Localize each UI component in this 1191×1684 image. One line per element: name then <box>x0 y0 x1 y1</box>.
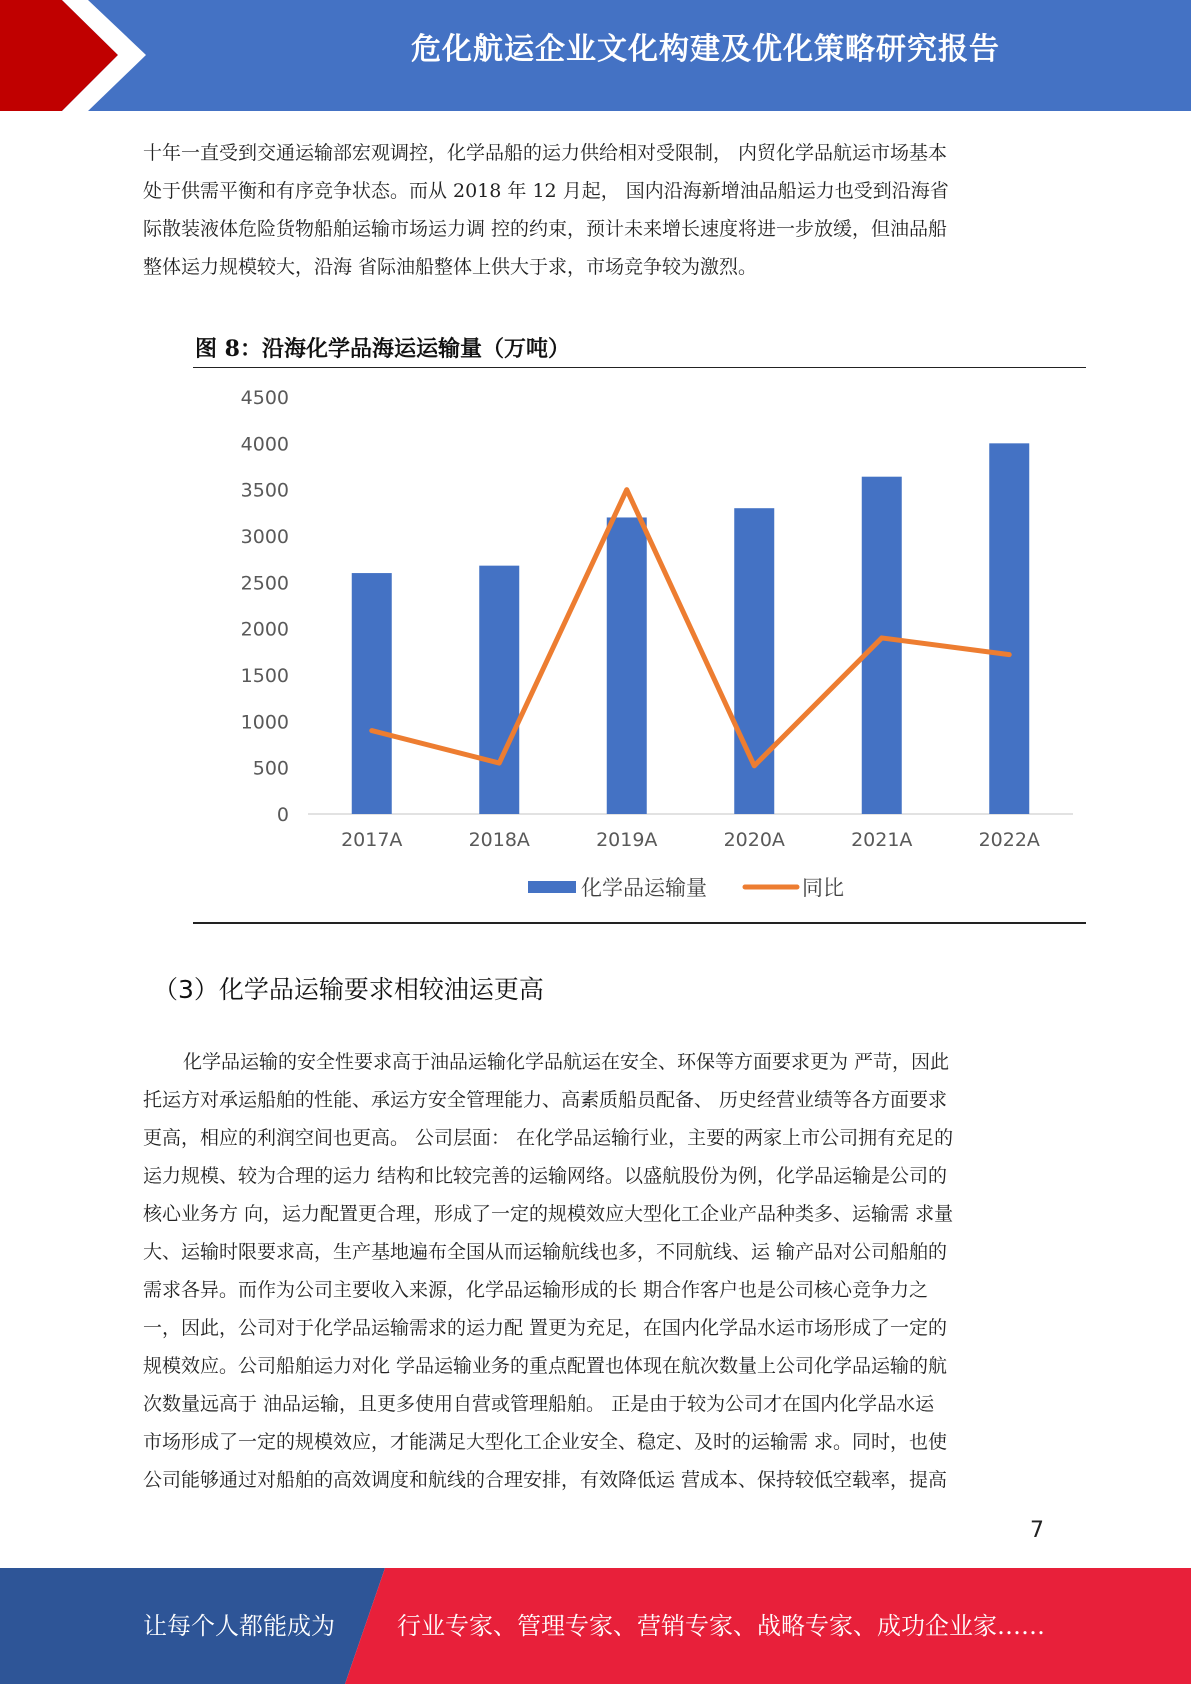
text-line: 际散装液体危险货物船舶运输市场运力调 控的约束，预计未来增长速度将进一步放缓，但油品船 <box>143 218 948 240</box>
text-line: 托运方对承运船舶的性能、承运方安全管理能力、高素质船员配备、 历史经营业绩等各方面要求 <box>143 1089 948 1111</box>
body-paragraph <box>143 1043 1048 1499</box>
text-line: 市场形成了一定的规模效应，才能满足大型化工企业安全、稳定、及时的运输需 求。同时，也使 <box>143 1431 948 1453</box>
x-tick-label: 2019A <box>596 829 658 851</box>
x-tick-label: 2018A <box>468 829 530 851</box>
page-header <box>0 0 1191 111</box>
bar-2017A <box>352 573 392 814</box>
text-line: 一，因此，公司对于化学品运输需求的运力配 置更为充足，在国内化学品水运市场形成了一定的 <box>143 1317 948 1339</box>
y-tick-label: 2000 <box>240 618 289 641</box>
bar-2021A <box>862 477 902 814</box>
y-tick-label: 4000 <box>240 433 289 456</box>
y-tick-label: 0 <box>276 804 289 826</box>
y-tick-label: 3500 <box>240 479 289 502</box>
bar-2018A <box>479 566 519 814</box>
legend-label-line: 同比 <box>802 876 844 900</box>
x-tick-label: 2021A <box>851 829 913 851</box>
y-tick-label: 3000 <box>240 526 289 548</box>
page-footer <box>0 1568 1191 1684</box>
legend-swatch-bar <box>528 881 576 893</box>
intro-paragraph <box>143 134 1048 286</box>
bar-2022A <box>989 443 1029 814</box>
y-tick-label: 500 <box>252 757 289 780</box>
text-line: 十年一直受到交通运输部宏观调控，化学品船的运力供给相对受限制， 内贸化学品航运市场基本 <box>143 142 948 164</box>
page-number: 7 <box>1030 1518 1044 1543</box>
text-line: 化学品运输的安全性要求高于油品运输化学品航运在安全、环保等方面要求更为 严苛，因此 <box>183 1051 950 1073</box>
text-line: 大、运输时限要求高，生产基地遍布全国从而运输航线也多，不同航线、运 输产品对公司船舶的 <box>143 1241 948 1263</box>
report-title: 危化航运企业文化构建及优化策略研究报告 <box>411 32 1000 67</box>
bar-2019A <box>607 517 647 814</box>
y-tick-label: 4500 <box>240 387 289 409</box>
text-line: 处于供需平衡和有序竞争状态。而从 2018 年 12 月起， 国内沿海新增油品船运力也受到沿海省 <box>143 180 949 202</box>
text-line: 更高，相应的利润空间也更高。 公司层面： 在化学品运输行业，主要的两家上市公司拥有充足的 <box>143 1127 954 1149</box>
x-tick-label: 2017A <box>341 829 403 851</box>
figure-top-rule <box>193 367 1086 368</box>
y-tick-label: 1500 <box>240 665 289 687</box>
transport-volume-chart <box>193 370 1086 920</box>
x-tick-label: 2020A <box>723 829 785 851</box>
text-line: 运力规模、较为合理的运力 结构和比较完善的运输网络。以盛航股份为例，化学品运输是公司的 <box>143 1165 948 1187</box>
footer-slogan-left: 让每个人都能成为 <box>143 1612 335 1640</box>
section-heading: （3）化学品运输要求相较油运更高 <box>153 975 544 1004</box>
text-line: 核心业务方 向，运力配置更合理，形成了一定的规模效应大型化工企业产品种类多、运输需 求量 <box>143 1203 954 1225</box>
x-tick-label: 2022A <box>978 829 1040 851</box>
legend-label-bar: 化学品运输量 <box>581 876 707 900</box>
text-line: 次数量远高于 油品运输，且更多使用自营或管理船舶。 正是由于较为公司才在国内化学品水运 <box>143 1393 935 1415</box>
footer-slogan-right: 行业专家、管理专家、营销专家、战略专家、成功企业家…… <box>397 1612 1045 1640</box>
y-tick-label: 1000 <box>240 711 289 734</box>
figure-title: 图 8：沿海化学品海运运输量（万吨） <box>195 336 570 362</box>
line-series-yoy <box>372 490 1010 766</box>
text-line: 需求各异。而作为公司主要收入来源，化学品运输形成的长 期合作客户也是公司核心竞争力之 <box>143 1279 929 1301</box>
y-tick-label: 2500 <box>240 572 289 595</box>
text-line: 规模效应。公司船舶运力对化 学品运输业务的重点配置也体现在航次数量上公司化学品运输的航 <box>143 1355 948 1377</box>
text-line: 整体运力规模较大，沿海 省际油船整体上供大于求，市场竞争较为激烈。 <box>143 256 758 278</box>
figure-bottom-rule <box>193 922 1086 924</box>
text-line: 公司能够通过对船舶的高效调度和航线的合理安排，有效降低运 营成本、保持较低空载率，提高 <box>143 1469 948 1491</box>
